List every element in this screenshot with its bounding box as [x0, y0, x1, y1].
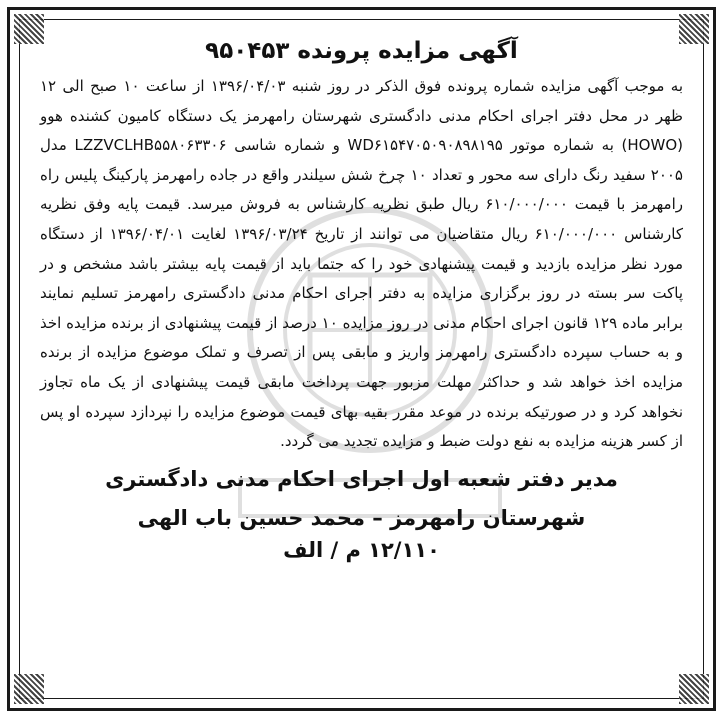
notice-title: آگهی مزایده پرونده ۹۵۰۴۵۳	[205, 38, 518, 64]
signature-line-1: مدیر دفتر شعبه اول اجرای احکام مدنی دادگستری	[105, 466, 618, 491]
notice-body: به موجب آگهی مزایده شماره پرونده فوق الذکر در روز شنبه ۱۳۹۶/۰۴/۰۳ از ساعت ۱۰ صبح الی ۱۲ ظهر در محل دفتر اجرای احکام مدنی دادگستری شهرستان رامهرمز یک دستگاه کامیون کشنده هوو (HOWO) به شماره موتور WD۶۱۵۴۷۰۵۰۹۰۸۹۸۱۹۵ و شماره شاسی LZZVCLHB۵۵۸۰۶۳۳۰۶ مدل ۲۰۰۵ سفید رنگ دارای سه محور و تعداد ۱۰ چرخ شش سیلندر واقع در جاده رامهرمز پارکینگ پلیس راه رامهرمز با قیمت ۶۱۰/۰۰۰/۰۰۰ ریال طبق نظریه کارشناس به فروش میرسد. قیمت پایه وفق نظریه کارشناس ۶۱۰/۰۰۰/۰۰۰ ریال متقاضیان می توانند از تاریخ ۱۳۹۶/۰۳/۲۴ لغایت ۱۳۹۶/۰۴/۰۱ از دستگاه مورد نظر مزایده بازدید و قیمت پیشنهادی خود را که جتما باید از قیمت پایه بیشتر باشد مشخص و در پاکت سر بسته در روز برگزاری مزایده به دفتر اجرای احکام مدنی دادگستری رامهرمز تسلیم نمایند برابر ماده ۱۲۹ قانون اجرای احکام مدنی در روز مزایده ۱۰ درصد از قیمت پیشنهادی از برنده مزایده اخذ و به حساب سپرده دادگستری رامهرمز واریز و مابقی پس از تصرف و تملک موضوع مزایده از برنده مزایده اخذ خواهد شد و حداکثر مهلت مزبور جهت پرداخت مابقی قیمت پیشنهادی از یک ماه تجاوز نخواهد کرد و در صورتیکه برنده در موعد مقرر بقیه بهای قیمت موضوع مزایده را نپردازد سپرده او پس از کسر هزینه مزایده به نفع دولت ضبط و مزایده تجدید می گردد.	[40, 77, 683, 451]
notice-code: ۱۲/۱۱۰ م / الف	[283, 537, 440, 562]
corner-ornament-bottom-right	[679, 674, 709, 704]
notice-box	[7, 7, 716, 711]
corner-ornament-bottom-left	[14, 674, 44, 704]
signature-line-2: شهرستان رامهرمز – محمد حسین باب الهی	[137, 505, 586, 530]
corner-ornament-top-right	[679, 14, 709, 44]
notice-content	[40, 36, 683, 565]
